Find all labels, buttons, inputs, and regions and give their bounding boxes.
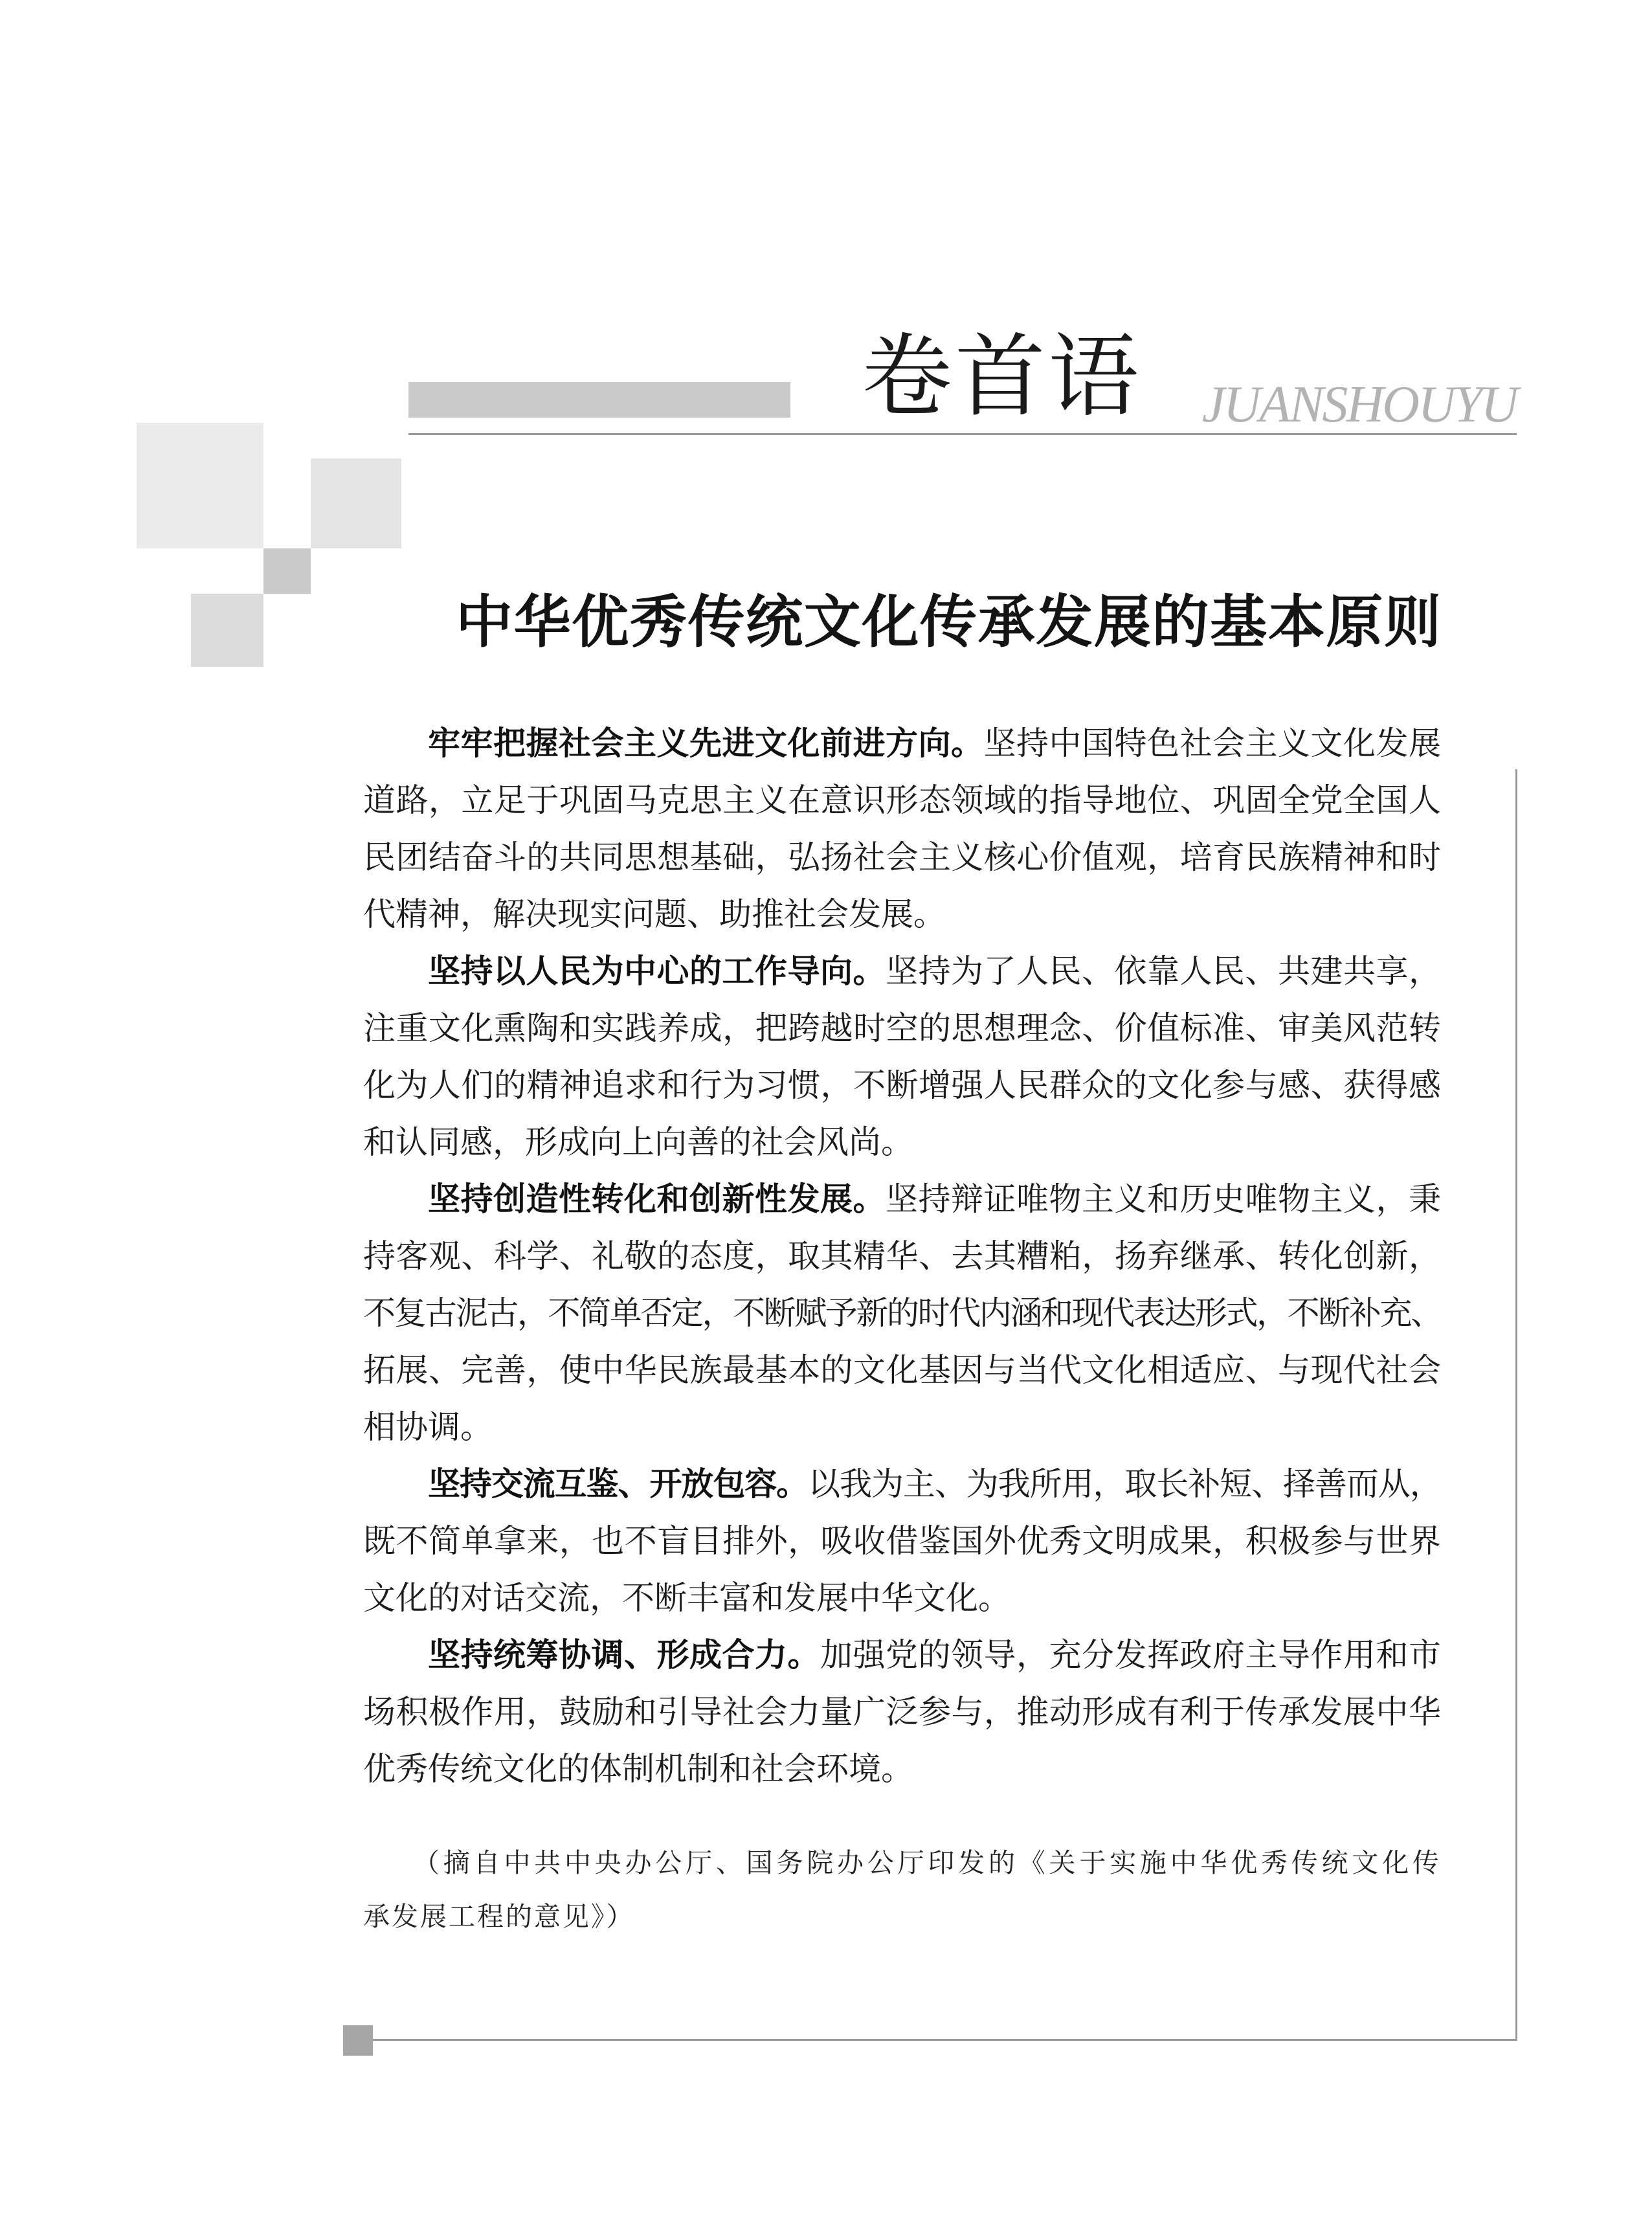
paragraph-line <box>363 1171 1441 1228</box>
paragraph-line: 注重文化熏陶和实践养成，把跨越时空的思想理念、价值标准、审美风范转 <box>363 1009 1441 1047</box>
paragraph-line: 代精神，解决现实问题、助推社会发展。 <box>363 895 946 933</box>
section-title: 卷首语 <box>862 324 1142 430</box>
paragraph-lead: 坚持以人民为中心的工作导向。 <box>428 952 886 990</box>
paragraph-line: 道路，立足于巩固马克思主义在意识形态领域的指导地位、巩固全党全国人 <box>363 781 1441 819</box>
frame-bottom-rule <box>373 2039 1517 2041</box>
paragraph-line <box>363 1626 1441 1683</box>
article-title: 中华优秀传统文化传承发展的基本原则 <box>456 589 1441 655</box>
header-rule <box>408 433 1517 435</box>
source-citation <box>363 1836 1441 1944</box>
paragraph-line: 优秀传统文化的体制机制和社会环境。 <box>363 1750 913 1788</box>
paragraph-line: 文化的对话交流，不断丰富和发展中华文化。 <box>363 1579 1010 1617</box>
paragraph <box>363 1456 1441 1626</box>
decorative-square <box>311 458 401 548</box>
paragraph-text: 坚持中国特色社会主义文化发展 <box>983 725 1441 762</box>
paragraph <box>363 943 1441 1171</box>
paragraph-text: 坚持辩证唯物主义和历史唯物主义，秉 <box>886 1180 1441 1218</box>
paragraph-line <box>363 943 1441 1000</box>
paragraph <box>363 1626 1441 1797</box>
paragraph-text: 坚持为了人民、依靠人民、共建共享， <box>886 952 1441 990</box>
paragraph-lead: 坚持统筹协调、形成合力。 <box>428 1636 820 1674</box>
header-bar <box>408 382 790 418</box>
corner-square <box>343 2025 373 2056</box>
paragraph-line: 相协调。 <box>363 1408 493 1446</box>
decorative-square <box>191 594 263 667</box>
decorative-square <box>137 423 263 548</box>
paragraph-line <box>363 715 1441 772</box>
paragraph <box>363 715 1441 943</box>
paragraph-line: 不复古泥古，不简单否定，不断赋予新的时代内涵和现代表达形式，不断补充、 <box>363 1294 1441 1332</box>
paragraph-lead: 牢牢把握社会主义先进文化前进方向。 <box>428 724 984 762</box>
article-body <box>363 715 1441 1797</box>
paragraph-line: 和认同感，形成向上向善的社会风尚。 <box>363 1123 913 1161</box>
paragraph-text: 加强党的领导，充分发挥政府主导作用和市 <box>820 1636 1441 1674</box>
paragraph-lead: 坚持创造性转化和创新性发展。 <box>428 1180 886 1218</box>
frame-right-rule <box>1515 769 1517 2041</box>
paragraph-lead: 坚持交流互鉴、开放包容。 <box>428 1465 809 1503</box>
paragraph-line <box>363 1456 1441 1512</box>
decorative-square <box>263 548 311 594</box>
paragraph-line: 持客观、科学、礼敬的态度，取其精华、去其糟粕，扬弃继承、转化创新， <box>363 1237 1441 1275</box>
paragraph-line: 场积极作用，鼓励和引导社会力量广泛参与，推动形成有利于传承发展中华 <box>363 1693 1441 1731</box>
paragraph-text: 以我为主、为我所用，取长补短、择善而从， <box>808 1465 1441 1503</box>
source-line: 承发展工程的意见》） <box>363 1901 635 1932</box>
source-line: （摘自中共中央办公厅、国务院办公厅印发的《关于实施中华优秀传统文化传 <box>413 1847 1441 1878</box>
paragraph-line: 拓展、完善，使中华民族最基本的文化基因与当代文化相适应、与现代社会 <box>363 1351 1441 1389</box>
paragraph-line: 化为人们的精神追求和行为习惯，不断增强人民群众的文化参与感、获得感 <box>363 1066 1441 1104</box>
paragraph-line: 民团结奋斗的共同思想基础，弘扬社会主义核心价值观，培育民族精神和时 <box>363 838 1441 876</box>
paragraph <box>363 1171 1441 1456</box>
paragraph-line: 既不简单拿来，也不盲目排外，吸收借鉴国外优秀文明成果，积极参与世界 <box>363 1522 1441 1560</box>
section-title-latin: JUANSHOUYU <box>1201 376 1517 433</box>
